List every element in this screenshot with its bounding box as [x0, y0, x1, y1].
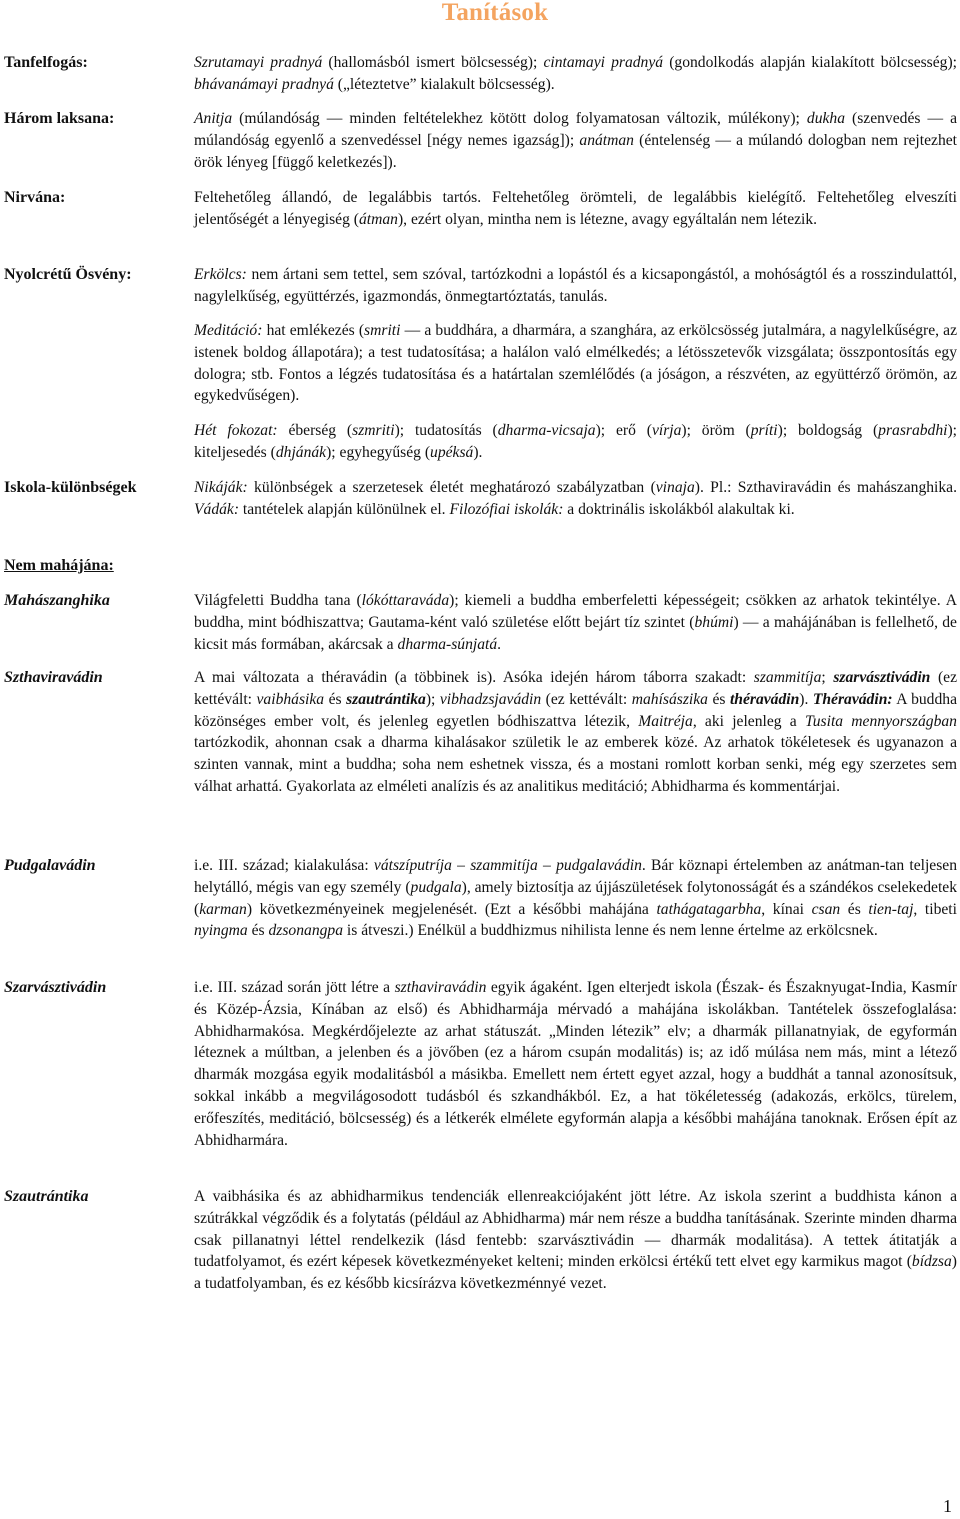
page-number: 1 [943, 1496, 952, 1516]
text-pudgalavadin: i.e. III. század; kialakulása: vátszíputríja – szammitíja – pudgalavádin. Bár köznapi értelemben az anátman-tan teljesen helytálló, mégis van egy személy (pudgala), amely biztosítja az újjászületések folytonosságát és a szándékos cselekedetek (karman) következményeinek megjelenését. (Ezt a későbbi mahájána tathágatagarbha, kínai csan és tien-taj, tibeti nyingma és dzsonangpa is átveszi.) Enélkül a buddhizmus nihilista lenne és nem lenne értelme az erkölcsnek. [194, 857, 957, 940]
term-iskola-kulonbsegek: Iskola-különbségek [4, 479, 137, 496]
text-het-fokozat: Hét fokozat: éberség (szmriti); tudatosítás (dharma-vicsaja); erő (vírja); öröm (príti); boldogság (prasrabdhi); kiteljesedés (dhjánák); egyhegyűség (upéksá). [194, 422, 958, 461]
text-harom-laksana: Anitja (múlandóság — minden feltételekhez kötött dolog folyamatosan változik, múlékony); dukha (szenvedés — a múlandóság egyenlő a szenvedéssel [négy nemes igazság]); anátman (éntelenség — a múlandó dologban nem rejtezhet örök lényeg [függő keletkezés]). [194, 110, 957, 171]
term-nirvana: Nirvána: [4, 189, 66, 206]
term-szarvasztivadin: Szarvásztivádin [4, 979, 107, 996]
page-title: Tanítások [441, 0, 549, 26]
term-szthaviravadin: Szthaviravádin [4, 669, 103, 686]
text-erkolcs: Erkölcs: nem ártani sem tettel, sem szóval, tartózkodni a lopástól és a kicsapongástól, a mohóságtól és a rosszindulattól, nagylelkűség, együttérzés, igazmondás, önmegtartóztatás, tanulás. [194, 266, 957, 305]
text-tanfelfogas: Szrutamayi pradnyá (hallomásból ismert bölcsesség); cintamayi pradnyá (gondolkodás alapján kialakított bölcsesség); bhávanámayi pradnyá („léteztetve” kialakult bölcsesség). [194, 54, 957, 93]
text-szautrantika: A vaibhásika és az abhidharmikus tendenciák ellenreakciójaként jött létre. Az iskola szerint a buddhista kánon a szútrákkal végződik és a folytatás (például az Abhidharma) már nem része a buddha tanításának. Szerinte minden dharma csak pillanatnyi léttel rendelkezik (lásd fentebb: szarvásztivádin — dharmák modalitása). A tettek átitatják a tudatfolyamot, és ezért képesek következményeket kelteni; minden erkölcsi értékű tett elvet egy karmikus magot (bídzsa) a tudatfolyamban, és ez később kicsírázva következménnyé vezet. [194, 1188, 957, 1293]
text-mahaszanghika: Világfeletti Buddha tana (lókóttaraváda); kiemeli a buddha emberfeletti képességeit; csökken az arhatok tekintélye. A buddha, mint bódhiszattva; Gautama-ként való születése előtt bejárt tíz szintet (bhúmi) — a mahájánában is fellelhető, de kicsit más formában, akárcsak a dharma-súnjatá. [194, 592, 957, 653]
term-tanfelfogas: Tanfelfogás: [4, 54, 88, 71]
text-szarvasztivadin: i.e. III. század során jött létre a szthaviravádin egyik ágaként. Igen elterjedt iskola (Észak- és Északnyugat-India, Kasmír és Közép-Ázsia, Kínában az első) és Abhidharmája mérvadó a mahájána iskolákban. Tantételek összefoglalása: Abhidharmakósa. Megkérdőjelezte az arhat státuszát. „Minden létezik” elv; a dharmák pillanatnyiak, de egyformán léteznek a múltban, a jelenben és a jövőben (ez a három csupán modalitás) is; az idő múlása nem más, mint a létező dharmák mozgása egyik modalitásból a másikba. Emellett nem értett egyet azzal, hogy a buddhát a tannal azonosítsuk, sokkal inkább a megvilágosodott tudásból és szkandhákból. Ez, a hat tökéletesség (adakozás, erkölcs, türelem, erőfeszítés, meditáció, bölcsesség) és a létkerék elmélete egyformán alapja a későbbi mahájána tanoknak. Erősen épít az Abhidharmára. [194, 979, 957, 1149]
text-nirvana: Feltehetőleg állandó, de legalábbis tartós. Feltehetőleg örömteli, de legalábbis kielégítő. Feltehetőleg elveszíti jelentőségét a lényegiség (átman), ezért olyan, mintha nem is létezne, avagy egyáltalán nem létezik. [194, 189, 957, 228]
text-szthaviravadin: A mai változata a théravádin (a többinek is). Asóka idején három táborra szakadt: szammitíja; szarvásztivádin (ez kettévált: vaibhásika és szautrántika); vibhadzsjavádin (ez kettévált: mahísászika és théravádin). Théravádin: A buddha közönséges ember volt, és jelenleg egyetlen bódhiszattva létezik, Maitréja, aki jelenleg a Tusita mennyországban tartózkodik, ahonnan csak a dharma kihalásakor születik le az emberek közé. Az arhatok tökéletesek és ugyanazon a szinten vannak, mint a buddha; soha nem eshetnek vissza, és a mostani romlott korban senki, még egy szerzetes sem válhat arhattá. Gyakorlata az elméleti analízis és az analitikus meditáció; Abhidharma és kommentárjai. [194, 669, 957, 795]
term-mahaszanghika: Mahászanghika [4, 592, 110, 609]
term-nem-mahajana: Nem mahájána: [4, 557, 114, 574]
term-harom-laksana: Három laksana: [4, 110, 115, 127]
text-meditacio: Meditáció: hat emlékezés (smriti — a buddhára, a dharmára, a szanghára, az erkölcsösség jutalmára, a nagylelkűségre, az istenek boldog állapotára); a test tudatosítása; a halálon való elmélkedés; a létösszetevők vizsgálata; összpontosítás egy dologra; stb. Fontos a légzés tudatosítása és a határtalan szemlélődés (a jóságon, a részvéten, az együttérző örömön, az egykedvűségen). [194, 322, 957, 405]
text-iskola-kulonbsegek: Nikáják: különbségek a szerzetesek életét meghatározó szabályzatban (vinaja). Pl.: Szthaviravádin és mahászanghika. Vádák: tantételek alapján különülnek el. Filozófiai iskolák: a doktrinális iskolákból alakultak ki. [194, 479, 957, 518]
term-szautrantika: Szautrántika [4, 1188, 89, 1205]
term-nyolcretu-osveny: Nyolcrétű Ösvény: [4, 266, 132, 283]
term-pudgalavadin: Pudgalavádin [4, 857, 96, 874]
